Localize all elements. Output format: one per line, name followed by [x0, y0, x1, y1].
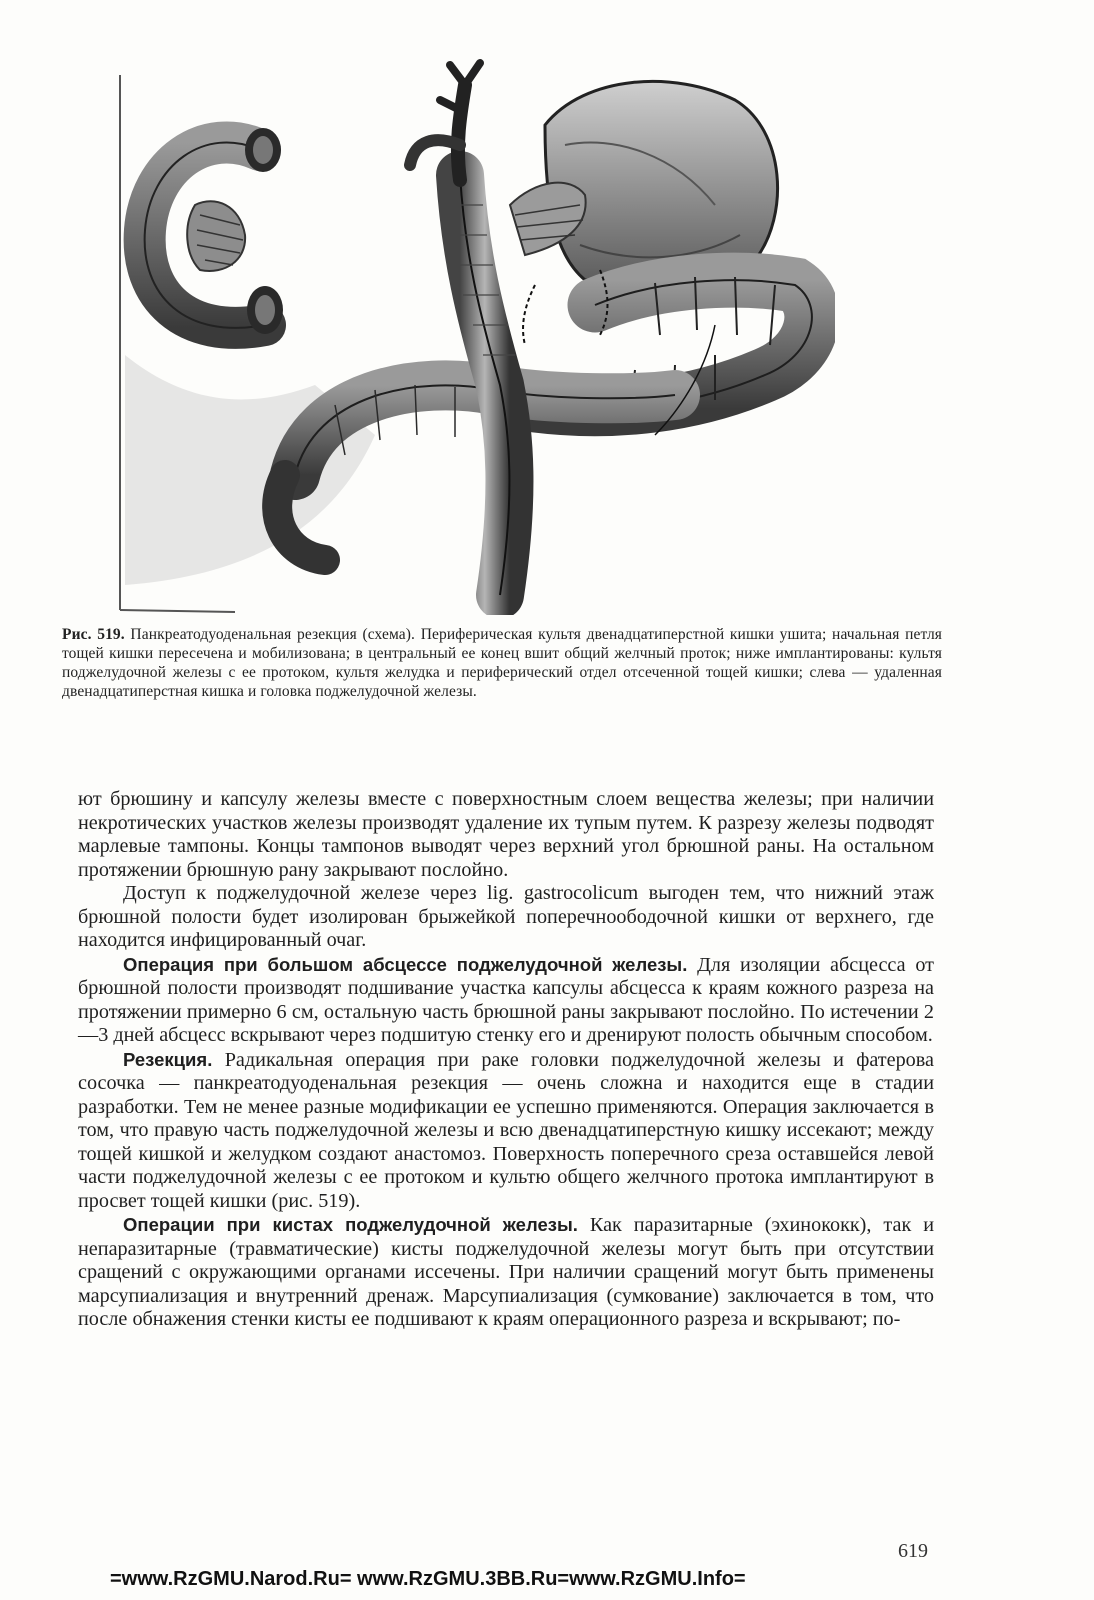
paragraph-heading: Операции при кистах поджелудочной железы.	[123, 1214, 578, 1235]
paragraph-heading: Резекция.	[123, 1048, 213, 1070]
paragraph-text: ют брюшину и капсулу железы вместе с поверхностным слоем вещества железы; при наличии некротических участков железы производят удаление их тупым путем. К разрезу железы подводят марлевые тампоны. Концы тампонов выводят через верхний угол брюшной раны. На остальном протяжении брюшную рану закрывают послойно.	[78, 788, 934, 881]
duodenum-specimen	[145, 128, 283, 334]
paragraph-2	[78, 882, 934, 953]
paragraph-1	[78, 788, 934, 882]
body-text	[78, 788, 934, 1332]
page-number: 619	[898, 1540, 928, 1562]
paragraph-text: Как паразитарные (эхинококк), так и непаразитарные (травматические) кисты поджелудочной железы могут быть при отсутствии сращений с окружающими органами иссечены. При наличии сращений могут быть применены марсупиализация и внутренний дренаж. Марсупиализация (сумкование) заключается в том, что после обнажения стенки кисты ее подшивают к краям операционного разреза и вскрывают; по-	[78, 1214, 935, 1330]
paragraph-heading: Операция при большом абсцессе поджелудочной железы.	[123, 953, 688, 975]
paragraph-5	[78, 1213, 934, 1332]
figure-caption	[62, 625, 942, 701]
footer-watermark: =www.RzGMU.Narod.Ru= www.RzGMU.3BB.Ru=www.RzGMU.Info=	[110, 1568, 746, 1590]
paragraph-text: Радикальная операция при раке головки поджелудочной железы и фатерова сосочка — панкреатодуоденальная резекция — очень сложна и находится еще в стадии разработки. Тем не менее разные модификации ее успешно применяются. Операция заключается в том, что правую часть поджелудочной железы и всю двенадцатиперстную кишку иссекают; между тощей кишкой и желудком создают анастомоз. Поверхность поперечного среза оставшейся левой части поджелудочной железы с ее протоком и культю общего желчного протока имплантируют в просвет тощей кишки (рис. 519).	[78, 1048, 934, 1212]
caption-title: Панкреатодуоденальная резекция (схема).	[130, 626, 416, 643]
paragraph-4	[78, 1048, 934, 1214]
paragraph-text: Доступ к поджелудочной железе через lig. gastrocolicum выгоден тем, что нижний этаж брюшной полости будет изолирован брыжейкой поперечноободочной кишки от верхнего, где находится инфицированный очаг.	[78, 882, 934, 951]
paragraph-3	[78, 953, 934, 1048]
paragraph-text: Для изоляции абсцесса от брюшной полости производят подшивание участка капсулы абсцесса к краям кожного разреза на протяжении примерно 6 см, остальную часть брюшной раны закрывают послойно. По истечении 2—3 дней абсцесс вскрывают через подшитую стенку его и дренируют полость обычным способом.	[78, 953, 934, 1046]
anatomical-illustration	[115, 55, 835, 615]
caption-text: Периферическая культя двенадцатиперстной кишки ушита; начальная петля тощей кишки пересечена и мобилизована; в центральный ее конец вшит общий желчный проток; ниже имплантированы: культя поджелудочной железы с ее протоком, культя желудка и периферический отдел отсеченной тощей кишки; слева — удаленная двенадцатиперстная кишка и головка поджелудочной железы.	[62, 626, 943, 700]
caption-label: Рис. 519.	[62, 626, 125, 643]
